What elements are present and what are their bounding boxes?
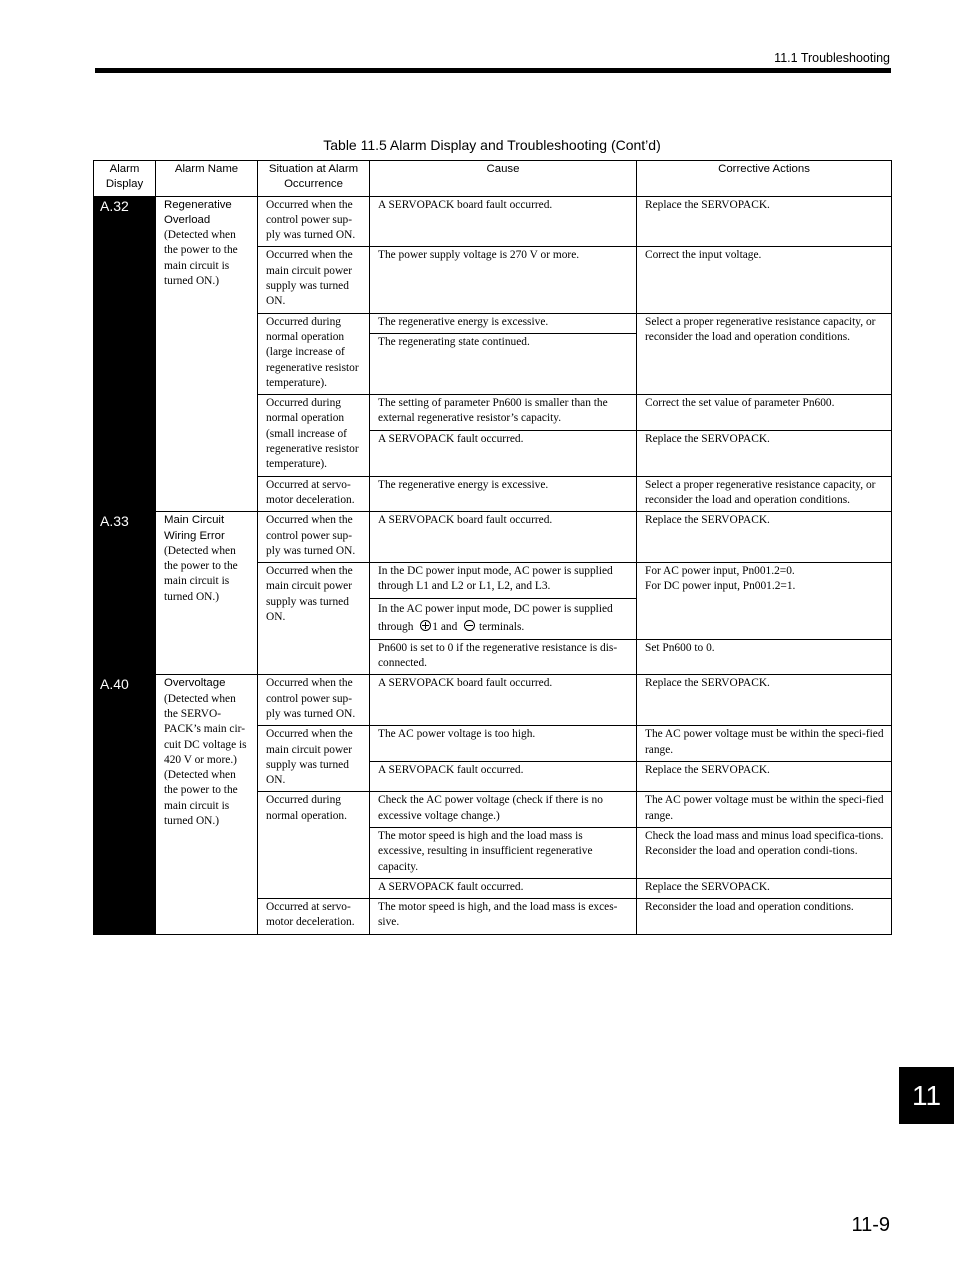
action-cell: Select a proper regenerative resistance capacity, or reconsider the load and operation conditions. <box>637 313 892 394</box>
cause-cell: A SERVOPACK fault occurred. <box>370 431 637 477</box>
cause-cell: The setting of parameter Pn600 is smaller than the external regenerative resistor’s capacity. <box>370 395 637 431</box>
action-cell <box>637 563 892 640</box>
alarm-name <box>156 512 258 675</box>
cause-cell: A SERVOPACK fault occurred. <box>370 878 637 898</box>
action-cell: Correct the set value of parameter Pn600. <box>637 395 892 431</box>
cause-cell: A SERVOPACK board fault occurred. <box>370 196 637 247</box>
alarm-code: A.32 <box>94 196 156 512</box>
running-header: 11.1 Troubleshooting <box>774 51 890 65</box>
action-line: For AC power input, Pn001.2=0. <box>645 565 795 578</box>
action-cell: The AC power voltage must be within the speci-fied range. <box>637 792 892 828</box>
situation-cell: Occurred when the main circuit power supply was turned ON. <box>258 247 370 313</box>
col-header-corrective: Corrective Actions <box>637 161 892 197</box>
table-row <box>94 196 892 247</box>
situation-cell: Occurred during normal operation. <box>258 792 370 899</box>
alarm-name-note: (Detected when the power to the main circuit is turned ON.) <box>164 544 238 603</box>
table-header-row <box>94 161 892 197</box>
alarm-name-title: Overvoltage <box>164 677 226 690</box>
cause-cell: The motor speed is high, and the load mass is exces-sive. <box>370 899 637 935</box>
situation-cell: Occurred when the main circuit power supply was turned ON. <box>258 726 370 792</box>
cause-cell: The AC power voltage is too high. <box>370 726 637 762</box>
table-row <box>94 675 892 726</box>
cause-cell: In the DC power input mode, AC power is supplied through L1 and L2 or L1, L2, and L3. <box>370 563 637 599</box>
cause-cell: The regenerating state continued. <box>370 334 637 395</box>
cause-cell <box>370 598 637 639</box>
cause-text: In the AC power input mode, DC power is supplied through <box>378 602 613 633</box>
cause-cell: Pn600 is set to 0 if the regenerative resistance is dis-connected. <box>370 639 637 675</box>
header-rule <box>95 68 891 73</box>
cause-cell: A SERVOPACK fault occurred. <box>370 762 637 792</box>
cause-text: terminals. <box>479 620 525 633</box>
situation-cell: Occurred during normal operation (large increase of regenerative resistor temperature). <box>258 313 370 394</box>
col-header-cause: Cause <box>370 161 637 197</box>
cause-cell: A SERVOPACK board fault occurred. <box>370 512 637 563</box>
cause-cell: The regenerative energy is excessive. <box>370 476 637 512</box>
situation-cell: Occurred when the control power sup-ply was turned ON. <box>258 512 370 563</box>
action-cell: Check the load mass and minus load specifica-tions. Reconsider the load and operation condi-tions. <box>637 827 892 878</box>
table-row <box>94 512 892 563</box>
action-cell: Reconsider the load and operation conditions. <box>637 899 892 935</box>
situation-cell: Occurred when the main circuit power supply was turned ON. <box>258 563 370 675</box>
chapter-tab: 11 <box>899 1067 954 1124</box>
situation-cell: Occurred when the control power sup-ply was turned ON. <box>258 196 370 247</box>
table-caption: Table 11.5 Alarm Display and Troubleshooting (Cont’d) <box>323 137 661 153</box>
cause-cell: The power supply voltage is 270 V or more. <box>370 247 637 313</box>
minus-terminal-icon <box>464 620 475 631</box>
situation-cell: Occurred at servo-motor deceleration. <box>258 899 370 935</box>
alarm-name-title: Main Circuit Wiring Error <box>164 514 225 542</box>
situation-cell: Occurred when the control power sup-ply was turned ON. <box>258 675 370 726</box>
page-number: 11-9 <box>851 1214 890 1236</box>
action-cell: Replace the SERVOPACK. <box>637 431 892 477</box>
action-cell: Replace the SERVOPACK. <box>637 878 892 898</box>
cause-cell: The motor speed is high and the load mass is excessive, resulting in insufficient regenerative capacity. <box>370 827 637 878</box>
action-line: For DC power input, Pn001.2=1. <box>645 580 796 593</box>
situation-cell: Occurred at servo-motor deceleration. <box>258 476 370 512</box>
action-cell: Set Pn600 to 0. <box>637 639 892 675</box>
alarm-name-note: (Detected when the SERVO-PACK’s main cir-cuit DC voltage is 420 V or more.) <box>164 692 247 766</box>
cause-cell: The regenerative energy is excessive. <box>370 313 637 333</box>
cause-cell: A SERVOPACK board fault occurred. <box>370 675 637 726</box>
action-cell: The AC power voltage must be within the speci-fied range. <box>637 726 892 762</box>
action-cell: Replace the SERVOPACK. <box>637 512 892 563</box>
alarm-code: A.33 <box>94 512 156 675</box>
situation-cell: Occurred during normal operation (small increase of regenerative resistor temperature). <box>258 395 370 476</box>
alarm-table <box>93 160 892 935</box>
col-header-alarm-display: Alarm Display <box>94 161 156 197</box>
alarm-name <box>156 196 258 512</box>
alarm-name-note: (Detected when the power to the main circuit is turned ON.) <box>164 229 238 288</box>
col-header-alarm-name: Alarm Name <box>156 161 258 197</box>
cause-text: 1 and <box>432 620 458 633</box>
action-cell: Replace the SERVOPACK. <box>637 675 892 726</box>
col-header-situation: Situation at Alarm Occurrence <box>258 161 370 197</box>
action-cell: Select a proper regenerative resistance capacity, or reconsider the load and operation conditions. <box>637 476 892 512</box>
alarm-code: A.40 <box>94 675 156 934</box>
alarm-name-title: Regenerative Overload <box>164 198 232 226</box>
action-cell: Correct the input voltage. <box>637 247 892 313</box>
cause-cell: Check the AC power voltage (check if there is no excessive voltage change.) <box>370 792 637 828</box>
alarm-name <box>156 675 258 934</box>
alarm-name-note: (Detected when the power to the main circuit is turned ON.) <box>164 769 238 827</box>
action-cell: Replace the SERVOPACK. <box>637 762 892 792</box>
action-cell: Replace the SERVOPACK. <box>637 196 892 247</box>
plus-terminal-icon <box>420 620 431 631</box>
